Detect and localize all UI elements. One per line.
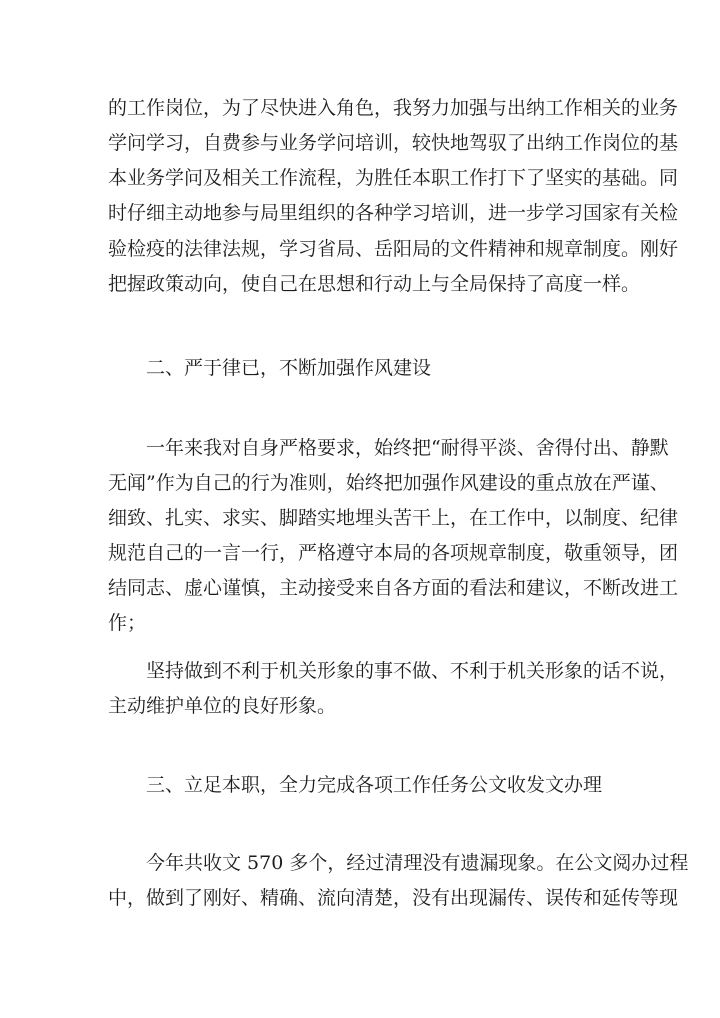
- paragraph-line: 今年共收文 570 多个，经过清理没有遗漏现象。在公文阅办过程: [146, 852, 689, 874]
- section-heading: 三、立足本职，全力完成各项工作任务公文收发文办理: [146, 774, 603, 796]
- paragraph-line: 结同志、虚心谨慎，主动接受来自各方面的看法和建议，不断改进工: [108, 577, 679, 599]
- paragraph-line: 时仔细主动地参与局里组织的各种学习培训，进一步学习国家有关检: [108, 202, 679, 224]
- section-heading: 二、严于律已，不断加强作风建设: [146, 357, 432, 379]
- paragraph-line: 本业务学问及相关工作流程，为胜任本职工作打下了坚实的基础。同: [108, 167, 679, 189]
- paragraph-line: 的工作岗位，为了尽快进入角色，我努力加强与出纳工作相关的业务: [108, 97, 679, 119]
- paragraph-line: 细致、扎实、求实、脚踏实地埋头苦干上，在工作中，以制度、纪律: [108, 507, 679, 529]
- paragraph-line: 一年来我对自身严格要求，始终把“耐得平淡、舍得付出、静默: [146, 437, 669, 459]
- paragraph-line: 学问学习，自费参与业务学问培训，较快地驾驭了出纳工作岗位的基: [108, 132, 679, 154]
- paragraph-line: 无闻”作为自己的行为准则，始终把加强作风建设的重点放在严谨、: [108, 472, 669, 494]
- paragraph-line: 中，做到了刚好、精确、流向清楚，没有出现漏传、误传和延传等现: [108, 887, 679, 909]
- paragraph-line: 主动维护单位的良好形象。: [108, 695, 337, 717]
- paragraph-line: 把握政策动向，使自己在思想和行动上与全局保持了高度一样。: [108, 273, 641, 295]
- paragraph-line: 验检疫的法律法规，学习省局、岳阳局的文件精神和规章制度。刚好: [108, 238, 679, 260]
- paragraph-line: 作；: [108, 612, 147, 634]
- paragraph-line: 坚持做到不利于机关形象的事不做、不利于机关形象的话不说，: [146, 660, 679, 682]
- paragraph-line: 规范自己的一言一行，严格遵守本局的各项规章制度，敬重领导，团: [108, 542, 679, 564]
